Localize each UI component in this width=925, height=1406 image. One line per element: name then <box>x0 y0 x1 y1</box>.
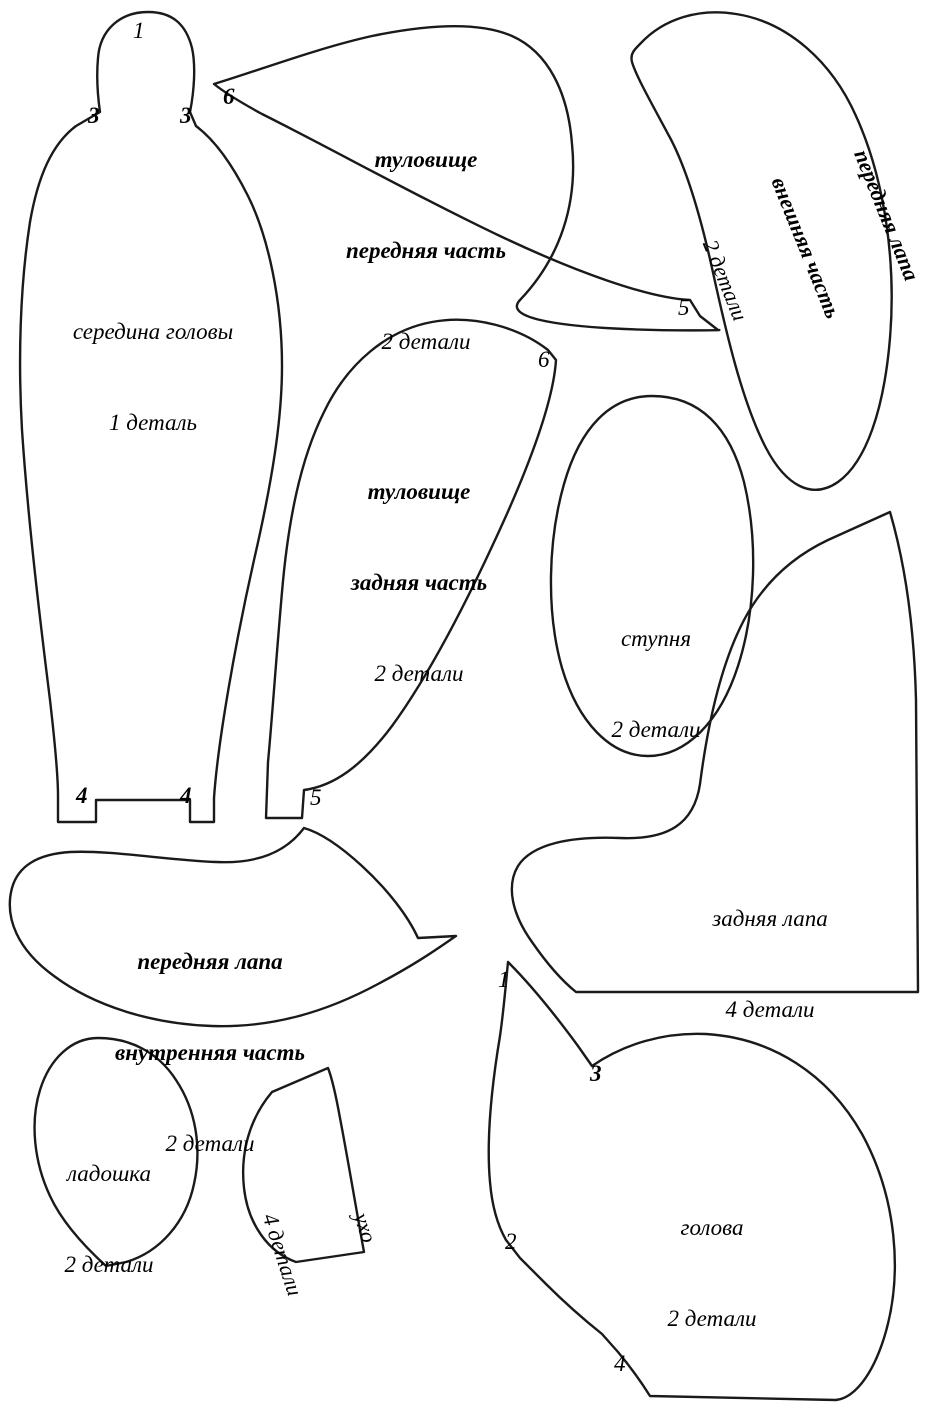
notch-marker: 4 <box>76 783 88 808</box>
label-line: 2 детали <box>697 236 753 325</box>
outline-ear <box>243 1068 364 1262</box>
outline-back-paw <box>512 512 918 992</box>
label-line: передняя часть <box>346 237 506 263</box>
label-line: задняя часть <box>350 569 488 595</box>
label-line: передняя лапа <box>137 948 283 974</box>
notch-marker: 1 <box>133 18 145 43</box>
label-line: ухо <box>348 1209 382 1246</box>
label-line: 4 детали <box>257 1210 308 1299</box>
notch-marker: 4 <box>614 1351 626 1376</box>
notch-marker: 6 <box>538 347 550 372</box>
notch-marker: 6 <box>223 84 235 109</box>
label-line: задняя лапа <box>712 905 828 931</box>
notch-marker: 1 <box>498 967 510 992</box>
label-line: 2 детали <box>381 328 471 354</box>
label-line: 2 детали <box>667 1305 757 1331</box>
label-line: внутренняя часть <box>114 1039 306 1065</box>
outline-front-paw-outer <box>631 12 891 489</box>
label-line: ступня <box>620 625 692 651</box>
label-line: 2 детали <box>374 660 464 686</box>
label-line: 2 детали <box>611 716 701 742</box>
outline-palm <box>35 1038 198 1266</box>
label-line: 1 деталь <box>109 409 197 435</box>
outline-head <box>489 962 895 1400</box>
label-line: середина головы <box>72 318 234 344</box>
notch-marker: 3 <box>590 1061 602 1086</box>
notch-marker: 2 <box>505 1229 517 1254</box>
outline-head-middle <box>20 12 282 822</box>
outline-front-paw-inner <box>10 828 456 1026</box>
label-line: 4 детали <box>725 996 815 1022</box>
label-line: 2 детали <box>64 1251 154 1277</box>
label-line: ладошка <box>67 1160 151 1186</box>
label-line: 2 детали <box>165 1130 255 1156</box>
outline-body-front <box>214 26 719 330</box>
notch-marker: 5 <box>310 785 322 810</box>
outline-foot <box>551 396 753 756</box>
label-line: туловище <box>374 146 478 172</box>
notch-marker: 3 <box>180 103 192 128</box>
notch-marker: 3 <box>88 103 100 128</box>
outline-body-back <box>266 320 556 818</box>
notch-marker: 4 <box>180 783 192 808</box>
label-line: туловище <box>367 478 471 504</box>
label-line: внешняя часть <box>766 173 846 322</box>
label-line: голова <box>680 1214 744 1240</box>
notch-marker: 5 <box>678 295 690 320</box>
label-line: передняя лапа <box>849 145 925 285</box>
